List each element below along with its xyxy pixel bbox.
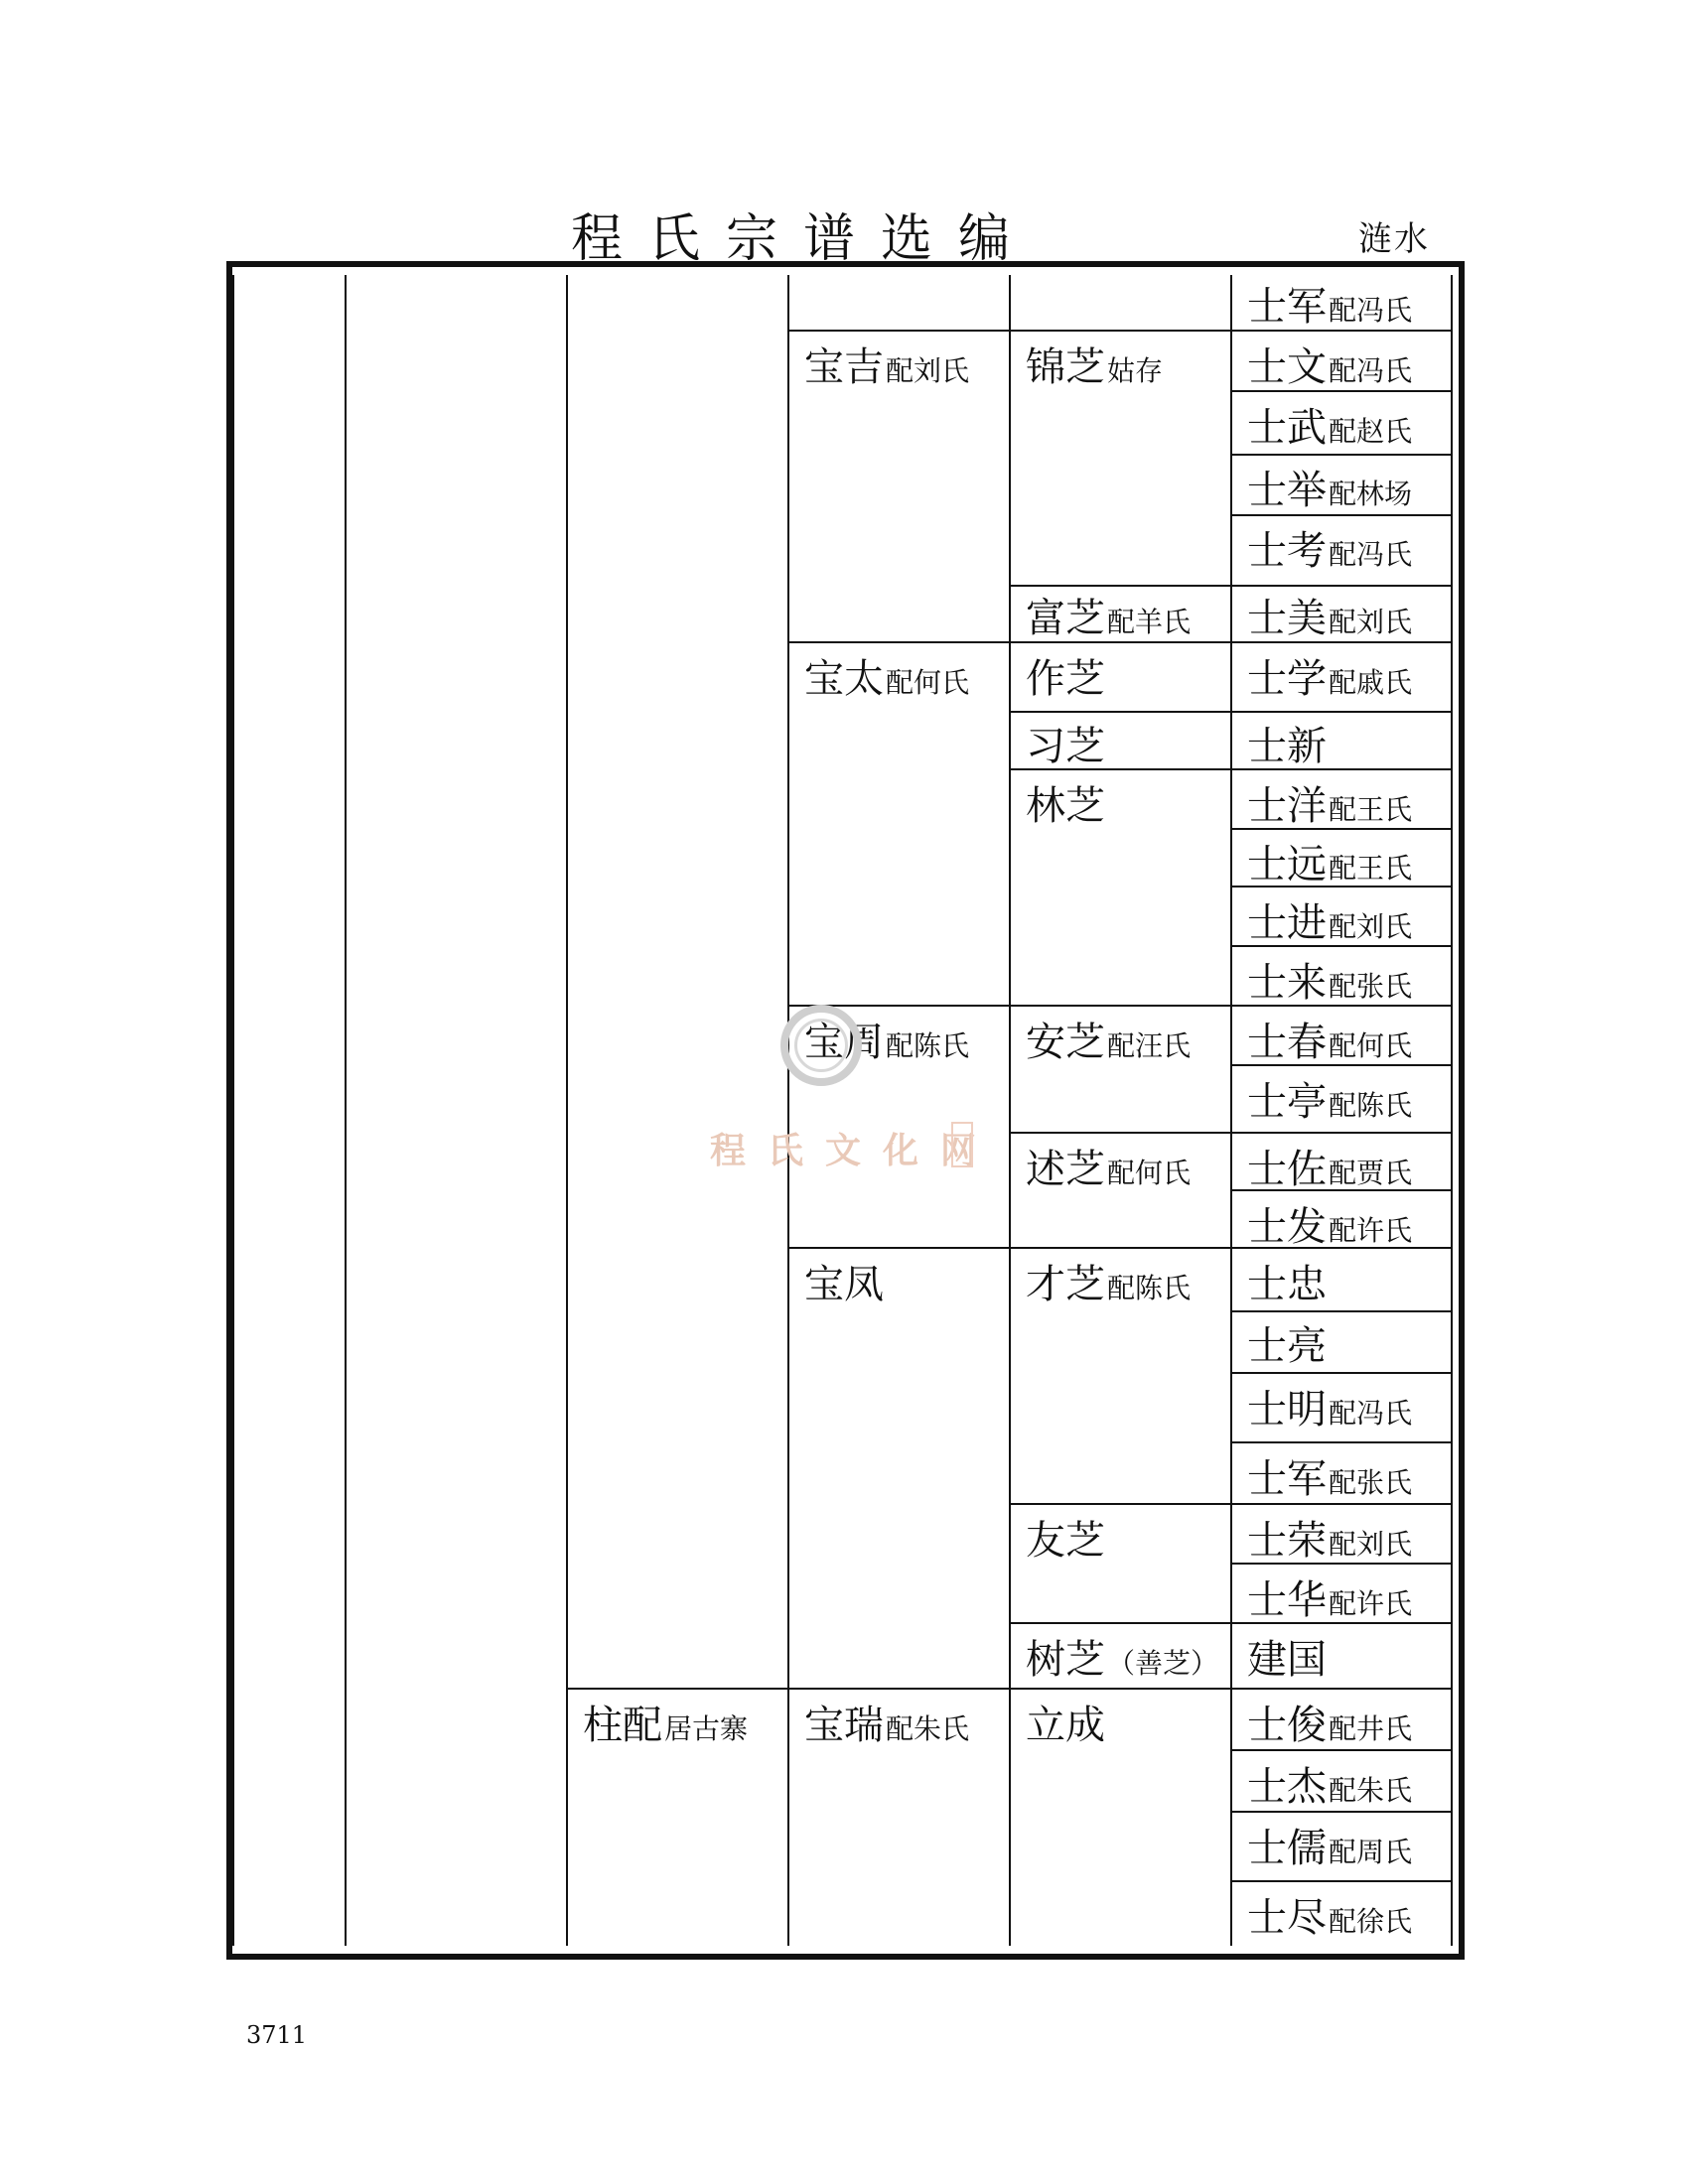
row-divider [1230, 1372, 1451, 1374]
spouse-note: 配朱氏 [1329, 1774, 1413, 1807]
person-name: 士洋 [1247, 783, 1327, 829]
entry-col5 [1026, 344, 1164, 390]
spouse-note: 配陈氏 [1329, 1089, 1413, 1122]
row-divider [1230, 1811, 1451, 1813]
person-name: 宝周 [804, 1020, 884, 1065]
entry-col5 [1026, 783, 1107, 829]
spouse-note: 配何氏 [886, 666, 970, 699]
entry-col6 [1247, 1764, 1413, 1810]
person-name: 士尽 [1247, 1895, 1327, 1941]
spouse-note: 配张氏 [1329, 1466, 1413, 1499]
entry-col6 [1247, 596, 1413, 641]
person-name: 述芝 [1026, 1147, 1105, 1192]
entry-col6 [1247, 1456, 1413, 1502]
row-divider [1230, 1441, 1451, 1443]
seal-inner-ring [794, 1019, 848, 1072]
entry-col6 [1247, 1895, 1413, 1941]
entry-col5 [1026, 1518, 1107, 1564]
spouse-note: 配贾氏 [1329, 1157, 1413, 1189]
page-number: 3711 [246, 2021, 308, 2049]
spouse-note: 配刘氏 [886, 354, 970, 387]
person-name: 士明 [1247, 1387, 1327, 1433]
spouse-note: 配林场 [1329, 478, 1413, 510]
person-name: 士远 [1247, 842, 1327, 887]
spouse-note: 配刘氏 [1329, 606, 1413, 638]
entry-col6 [1247, 284, 1413, 330]
spouse-note: 配冯氏 [1329, 354, 1413, 387]
row-divider [787, 1688, 1009, 1690]
person-name: 士进 [1247, 900, 1327, 946]
watermark-stamp-icon [951, 1122, 973, 1167]
person-name: 立成 [1026, 1703, 1105, 1748]
column-divider [1230, 275, 1232, 1946]
row-divider [1230, 1880, 1451, 1882]
entry-col6 [1247, 1323, 1329, 1369]
entry-col5 [1026, 596, 1192, 641]
entry-col6 [1247, 656, 1413, 702]
row-divider [1230, 1503, 1451, 1505]
entry-col6 [1247, 1079, 1413, 1125]
spouse-note: 配井氏 [1329, 1712, 1413, 1745]
row-divider [1009, 1503, 1230, 1505]
person-name: 士发 [1247, 1204, 1327, 1250]
person-name: 士杰 [1247, 1764, 1327, 1810]
entry-col6 [1247, 1387, 1413, 1433]
entry-col6 [1247, 1703, 1413, 1748]
row-divider [1230, 1749, 1451, 1751]
row-divider [1009, 641, 1230, 643]
person-name: 士亭 [1247, 1079, 1327, 1125]
page-title: 程氏宗谱选编 [571, 209, 1037, 269]
person-name: 士举 [1247, 468, 1327, 513]
entry-col6 [1247, 468, 1413, 513]
entry-col4 [804, 344, 970, 390]
row-divider [1009, 585, 1230, 587]
row-divider [1230, 1132, 1451, 1134]
row-divider [1009, 1005, 1230, 1007]
person-name: 士佐 [1247, 1147, 1327, 1192]
person-name: 士俊 [1247, 1703, 1327, 1748]
person-name: 士春 [1247, 1020, 1327, 1065]
entry-col6 [1247, 528, 1413, 574]
person-name: 士儒 [1247, 1826, 1327, 1871]
person-name: 士军 [1247, 284, 1327, 330]
row-divider [1009, 1247, 1230, 1249]
row-divider [1230, 711, 1451, 713]
person-name: 宝瑞 [804, 1703, 884, 1748]
person-name: 宝凤 [804, 1262, 884, 1307]
person-name: 士荣 [1247, 1518, 1327, 1564]
spouse-note: 配何氏 [1329, 1029, 1413, 1062]
spouse-note: 居古寨 [664, 1712, 749, 1745]
entry-col5 [1026, 724, 1107, 769]
entry-col6 [1247, 724, 1329, 769]
entry-col6 [1247, 900, 1413, 946]
entry-col5 [1026, 1703, 1107, 1748]
row-divider [1230, 1310, 1451, 1312]
entry-col5 [1026, 656, 1107, 702]
person-name: 士军 [1247, 1456, 1327, 1502]
spouse-note: 配王氏 [1329, 852, 1413, 885]
person-name: 士亮 [1247, 1323, 1327, 1369]
column-divider [566, 275, 568, 1946]
entry-col3 [583, 1703, 749, 1748]
spouse-note: 配戚氏 [1329, 666, 1413, 699]
person-name: 宝太 [804, 656, 884, 702]
spouse-note: 配朱氏 [886, 1712, 970, 1745]
spouse-note: 配冯氏 [1329, 1397, 1413, 1430]
entry-col6 [1247, 1147, 1413, 1192]
person-name: 树芝 [1026, 1637, 1105, 1683]
row-divider [1009, 1132, 1230, 1134]
person-name: 士忠 [1247, 1262, 1327, 1307]
spouse-note: （善芝） [1107, 1647, 1219, 1680]
spouse-note: 配刘氏 [1329, 910, 1413, 943]
person-name: 作芝 [1026, 656, 1105, 702]
person-name: 士美 [1247, 596, 1327, 641]
row-divider [566, 1688, 787, 1690]
entry-col6 [1247, 1020, 1413, 1065]
person-name: 士来 [1247, 960, 1327, 1006]
person-name: 林芝 [1026, 783, 1105, 829]
person-name: 友芝 [1026, 1518, 1105, 1564]
entry-col5 [1026, 1262, 1192, 1307]
row-divider [1230, 454, 1451, 456]
person-name: 习芝 [1026, 724, 1105, 769]
row-divider [1230, 1688, 1451, 1690]
region-label: 涟水 [1358, 219, 1430, 259]
spouse-note: 配许氏 [1329, 1214, 1413, 1247]
person-name: 士文 [1247, 344, 1327, 390]
spouse-note: 配赵氏 [1329, 415, 1413, 448]
entry-col6 [1247, 405, 1413, 451]
column-divider [345, 275, 347, 1946]
person-name: 柱配 [583, 1703, 662, 1748]
person-name: 士学 [1247, 656, 1327, 702]
entry-col5 [1026, 1147, 1192, 1192]
entry-col5 [1026, 1637, 1219, 1683]
person-name: 士武 [1247, 405, 1327, 451]
column-divider [787, 275, 789, 1946]
entry-col6 [1247, 1637, 1329, 1683]
entry-col6 [1247, 842, 1413, 887]
row-divider [1009, 711, 1230, 713]
spouse-note: 配何氏 [1107, 1157, 1192, 1189]
column-divider [1451, 275, 1453, 1946]
entry-col6 [1247, 1262, 1329, 1307]
spouse-note: 姑存 [1107, 354, 1164, 387]
entry-col4 [804, 656, 970, 702]
spouse-note: 配陈氏 [1107, 1272, 1192, 1304]
row-divider [1009, 330, 1230, 332]
entry-col6 [1247, 960, 1413, 1006]
spouse-note: 配冯氏 [1329, 538, 1413, 571]
watermark-text: 程氏文化网 [710, 1130, 999, 1171]
person-name: 士华 [1247, 1577, 1327, 1623]
entry-col6 [1247, 344, 1413, 390]
row-divider [1230, 330, 1451, 332]
person-name: 锦芝 [1026, 344, 1105, 390]
entry-col6 [1247, 1577, 1413, 1623]
entry-col6 [1247, 1518, 1413, 1564]
person-name: 宝吉 [804, 344, 884, 390]
column-divider [1009, 275, 1011, 1946]
spouse-note: 配刘氏 [1329, 1528, 1413, 1561]
spouse-note: 配徐氏 [1329, 1905, 1413, 1938]
row-divider [1230, 585, 1451, 587]
entry-col5 [1026, 1020, 1192, 1065]
spouse-note: 配张氏 [1329, 970, 1413, 1003]
person-name: 士新 [1247, 724, 1327, 769]
column-divider [232, 275, 234, 1946]
spouse-note: 配王氏 [1329, 793, 1413, 826]
spouse-note: 配羊氏 [1107, 606, 1192, 638]
row-divider [1230, 641, 1451, 643]
spouse-note: 配周氏 [1329, 1836, 1413, 1868]
entry-col6 [1247, 783, 1413, 829]
entry-col4 [804, 1262, 886, 1307]
spouse-note: 配汪氏 [1107, 1029, 1192, 1062]
row-divider [787, 330, 1009, 332]
row-divider [1009, 1622, 1230, 1624]
spouse-note: 配陈氏 [886, 1029, 970, 1062]
person-name: 才芝 [1026, 1262, 1105, 1307]
entry-col6 [1247, 1204, 1413, 1250]
spouse-note: 配冯氏 [1329, 294, 1413, 327]
entry-col4 [804, 1703, 970, 1748]
person-name: 士考 [1247, 528, 1327, 574]
row-divider [787, 1247, 1009, 1249]
spouse-note: 配许氏 [1329, 1587, 1413, 1620]
row-divider [1230, 514, 1451, 516]
person-name: 安芝 [1026, 1020, 1105, 1065]
entry-col6 [1247, 1826, 1413, 1871]
row-divider [787, 641, 1009, 643]
row-divider [1009, 1688, 1230, 1690]
person-name: 富芝 [1026, 596, 1105, 641]
person-name: 建国 [1247, 1637, 1327, 1683]
row-divider [1230, 390, 1451, 392]
